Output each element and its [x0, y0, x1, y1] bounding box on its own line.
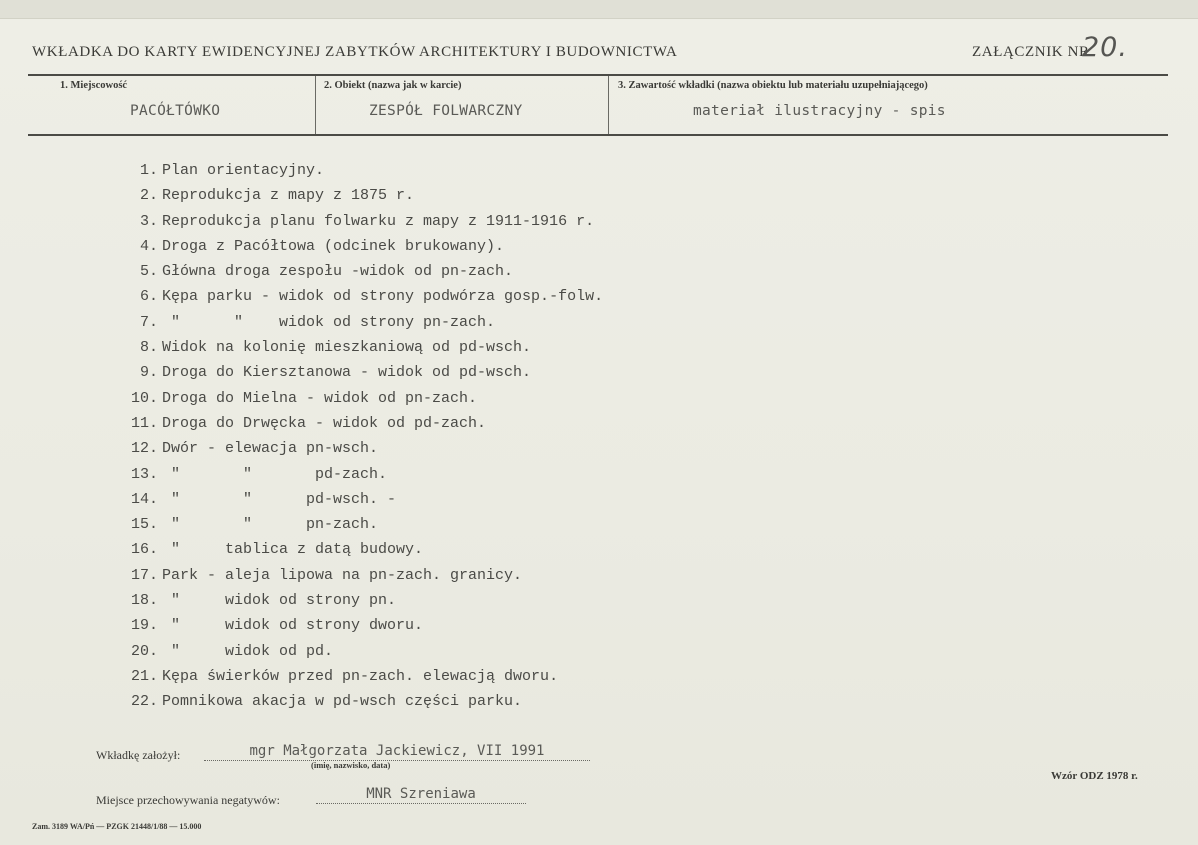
- list-item: [118, 284, 603, 309]
- item-text: Droga do Mielna - widok od pn-zach.: [162, 389, 478, 407]
- item-number: 9.: [139, 364, 158, 382]
- item-text: Plan orientacyjny.: [162, 162, 325, 179]
- item-text: Kępa świerków przed pn-zach. elewacją dworu.: [162, 667, 559, 685]
- item-number: 3.: [139, 212, 158, 230]
- list-item: [118, 588, 603, 613]
- item-text: Reprodukcja z mapy z 1875 r.: [162, 187, 415, 205]
- signature-value: mgr Małgorzata Jackiewicz, VII 1991: [204, 742, 590, 761]
- item-number: 22.: [130, 693, 158, 711]
- item-number: 5.: [139, 263, 158, 281]
- object-value: ZESPÓŁ FOLWARCZNY: [369, 103, 523, 119]
- item-text: Dwór - elewacja pn-wsch.: [162, 440, 379, 458]
- item-text: " tablica z datą budowy.: [162, 541, 424, 559]
- item-number: 19.: [130, 617, 158, 635]
- item-text: " " pd-wsch. -: [162, 490, 397, 508]
- card-title: WKŁADKA DO KARTY EWIDENCYJNEJ ZABYTKÓW ARCHITEKTURY I BUDOWNICTWA: [32, 44, 678, 60]
- header-rule-bottom: [28, 134, 1168, 136]
- list-item: [118, 563, 603, 588]
- item-number: 2.: [139, 187, 158, 205]
- item-number: 7.: [139, 313, 158, 331]
- contents-value: materiał ilustracyjny - spis: [693, 103, 946, 119]
- list-item: [118, 259, 603, 284]
- field-separator-1: [315, 76, 316, 134]
- item-number: 6.: [139, 288, 158, 306]
- item-text: " widok od strony dworu.: [162, 617, 424, 635]
- header-rule-top: [28, 74, 1168, 76]
- item-text: " " pn-zach.: [162, 516, 379, 534]
- list-item: [118, 639, 603, 664]
- item-text: Droga do Kiersztanowa - widok od pd-wsch.: [162, 364, 532, 382]
- list-item: [118, 310, 603, 335]
- attachment-number: 20.: [1082, 32, 1128, 63]
- list-item: [118, 537, 603, 562]
- item-text: Park - aleja lipowa na pn-zach. granicy.: [162, 566, 523, 584]
- item-text: Kępa parku - widok od strony podwórza gosp.-folw.: [162, 288, 604, 306]
- list-item: [118, 689, 603, 714]
- item-text: Pomnikowa akacja w pd-wsch części parku.: [162, 693, 523, 711]
- negatives-value: MNR Szreniawa: [316, 785, 526, 804]
- item-text: " widok od pd.: [162, 642, 334, 660]
- list-item: [118, 462, 603, 487]
- form-template-label: Wzór ODZ 1978 r.: [1051, 770, 1138, 782]
- list-item: [118, 335, 603, 360]
- item-number: 10.: [130, 389, 158, 407]
- item-text: " " pd-zach.: [162, 465, 388, 483]
- item-text: Główna droga zespołu -widok od pn-zach.: [162, 263, 514, 281]
- item-number: 18.: [130, 592, 158, 610]
- list-item: [118, 613, 603, 638]
- list-item: [118, 209, 603, 234]
- item-number: 15.: [130, 516, 158, 534]
- list-item: [118, 411, 603, 436]
- list-item: [118, 386, 603, 411]
- item-number: 20.: [130, 642, 158, 660]
- item-text: " " widok od strony pn-zach.: [162, 313, 496, 331]
- item-number: 16.: [130, 541, 158, 559]
- item-number: 21.: [130, 667, 158, 685]
- item-text: Reprodukcja planu folwarku z mapy z 1911-1916 r.: [162, 212, 595, 230]
- card-top-strip: [0, 0, 1198, 19]
- illustration-list: [118, 158, 603, 715]
- list-item: [118, 183, 603, 208]
- locality-value: PACÓŁTÓWKO: [130, 103, 221, 119]
- contents-label: 3. Zawartość wkładki (nazwa obiektu lub materiału uzupełniającego): [618, 80, 928, 91]
- item-number: 1.: [139, 162, 158, 179]
- list-item: [118, 360, 603, 385]
- item-number: 4.: [139, 237, 158, 255]
- list-item: [118, 436, 603, 461]
- item-number: 8.: [139, 339, 158, 357]
- attachment-label: ZAŁĄCZNIK NR: [972, 44, 1090, 60]
- item-text: Widok na kolonię mieszkaniową od pd-wsch.: [162, 339, 532, 357]
- item-number: 13.: [130, 465, 158, 483]
- item-number: 17.: [130, 566, 158, 584]
- item-text: Droga do Drwęcka - widok od pd-zach.: [162, 414, 487, 432]
- print-footer: Zam. 3189 WA/Pń — PZGK 21448/1/88 — 15.000: [32, 822, 202, 831]
- item-number: 12.: [130, 440, 158, 458]
- item-text: Droga z Pacółtowa (odcinek brukowany).: [162, 237, 505, 255]
- item-text: " widok od strony pn.: [162, 592, 397, 610]
- list-item: [118, 487, 603, 512]
- list-item: [118, 158, 603, 183]
- signature-label: Wkładkę założył:: [96, 748, 181, 762]
- signature-hint: (imię, nazwisko, data): [311, 760, 391, 770]
- item-number: 11.: [130, 414, 158, 432]
- list-item: [118, 234, 603, 259]
- item-number: 14.: [130, 490, 158, 508]
- negatives-label: Miejsce przechowywania negatywów:: [96, 793, 280, 807]
- list-item: [118, 664, 603, 689]
- object-label: 2. Obiekt (nazwa jak w karcie): [324, 80, 462, 91]
- list-item: [118, 512, 603, 537]
- locality-label: 1. Miejscowość: [60, 80, 128, 91]
- field-separator-2: [608, 76, 609, 134]
